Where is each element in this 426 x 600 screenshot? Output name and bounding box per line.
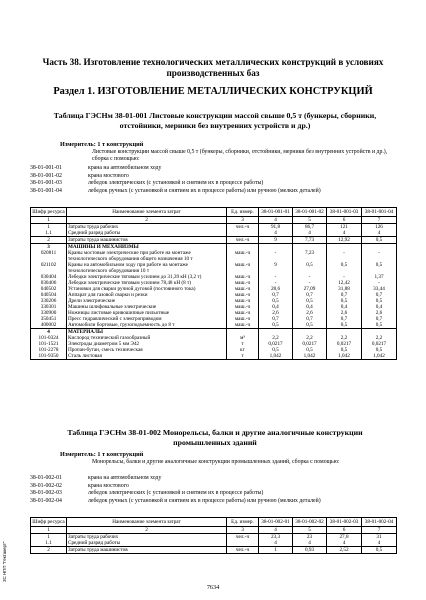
cell-value: -: [362, 280, 397, 286]
cell-unit: маш.-ч: [227, 310, 259, 316]
cell-code: 330900: [31, 310, 67, 316]
cell-value: 0,5: [259, 298, 293, 304]
cell-value: 0,5: [327, 347, 362, 353]
col-header-c2: 38-01-001-02: [293, 208, 327, 217]
cell-name: Электроды диаметром 5 мм Э42: [67, 341, 227, 347]
cell-name: Краны на автомобильном ходу при работе на монтаже технологического оборудования 10 т: [67, 262, 227, 274]
cell-value: 27,09: [293, 286, 327, 292]
cell-code: 330301: [31, 304, 67, 310]
cell-unit: маш.-ч: [227, 262, 259, 274]
cell-value: 1,37: [362, 274, 397, 280]
cell-value: 4: [362, 540, 397, 547]
cell-code: 2: [31, 237, 67, 244]
cell-code: 1.1: [31, 230, 67, 237]
cell-value: 1,042: [327, 353, 362, 360]
cell-value: 0,7: [327, 292, 362, 298]
column-number: 5: [293, 527, 327, 534]
cell-code: 030406: [31, 280, 67, 286]
code-list-item: 38-01-001-03 лебедок электрических (с установкой и снятием их в процессе работы): [30, 180, 264, 187]
cell-name: Лебедки электрические тяговым усилием до 31,39 кН (3,2 т): [67, 274, 227, 280]
table-row: [31, 547, 397, 554]
cell-code: 1: [31, 534, 67, 541]
cell-code: 020811: [31, 250, 67, 262]
table-row: [31, 237, 397, 244]
cell-value: 2,52: [327, 547, 362, 554]
cell-value: 86,7: [293, 224, 327, 231]
cell-name: МАТЕРИАЛЫ: [67, 329, 227, 336]
column-number: 5: [293, 217, 327, 224]
cell-value: 1: [259, 547, 293, 554]
cell-value: 0,0217: [362, 341, 397, 347]
cell-name: Машины шлифовальные электрические: [67, 304, 227, 310]
cell-code: 1.1: [31, 540, 67, 547]
cell-value: -: [362, 250, 397, 262]
cell-value: 0,7: [293, 292, 327, 298]
cell-code: 4: [31, 329, 67, 336]
cell-value: 1,042: [293, 353, 327, 360]
cell-value: 23,3: [259, 534, 293, 541]
column-number: 4: [259, 527, 293, 534]
column-number: 3: [227, 527, 259, 534]
cell-value: 0,0217: [327, 341, 362, 347]
cell-unit: маш.-ч: [227, 304, 259, 310]
cell-value: 0,5: [327, 262, 362, 274]
table-row: [31, 353, 397, 360]
cell-value: -: [259, 280, 293, 286]
cell-unit: чел.-ч: [227, 224, 259, 231]
cell-name: Сталь листовая: [67, 353, 227, 360]
column-number: 2: [67, 217, 227, 224]
cell-code: 330206: [31, 298, 67, 304]
cell-name: Кислород технический газообразный: [67, 335, 227, 341]
column-number-row: [31, 527, 397, 534]
cell-value: 2,6: [259, 310, 293, 316]
cell-value: 0,7: [327, 316, 362, 322]
cell-code: 021102: [31, 262, 67, 274]
side-watermark-text: ЗС НПП "Гектакерт": [2, 541, 7, 582]
cell-code: 040502: [31, 286, 67, 292]
cell-unit: чел.-ч: [227, 237, 259, 244]
cell-unit: маш.-ч: [227, 316, 259, 322]
column-number: 1: [31, 217, 67, 224]
cell-value: 0,93: [293, 547, 327, 554]
cell-value: 0,0217: [259, 341, 293, 347]
cell-value: 7,73: [293, 237, 327, 244]
code-list-item: 38-01-002-04 лебедок ручных (с установкой и снятием их в процессе работы) или ручною (мелких деталей): [30, 497, 321, 504]
cell-value: 4: [327, 230, 362, 237]
code-list-item: 38-01-001-01 крана на автомобильном ходу: [30, 165, 162, 171]
col-header-name: Наименование элемента затрат: [67, 208, 227, 217]
cell-unit: маш.-ч: [227, 286, 259, 292]
col-header-c3: 38-01-001-03: [327, 208, 362, 217]
cell-value: 0,5: [259, 322, 293, 329]
table1-description: Листовые конструкции массой свыше 0,5 т (бункеры, сборники, отстойники, мерники без внутренних устройств и др.), сборка с помощью:: [92, 149, 388, 162]
cell-value: 0,7: [259, 292, 293, 298]
cell-value: 0,7: [293, 316, 327, 322]
cell-name: Дрели электрические: [67, 298, 227, 304]
column-number: 3: [227, 217, 259, 224]
table1: [30, 207, 397, 360]
cell-code: 400002: [31, 322, 67, 329]
table2-measure: Измеритель: 1 т конструкций: [60, 451, 144, 458]
cell-value: 4: [259, 540, 293, 547]
cell-value: 0,0217: [293, 341, 327, 347]
cell-value: 2,2: [362, 335, 397, 341]
table-header-row: [31, 518, 397, 527]
col-header-c4: 38-01-001-04: [362, 208, 397, 217]
cell-value: -: [259, 250, 293, 262]
cell-unit: маш.-ч: [227, 280, 259, 286]
cell-value: 91,8: [259, 224, 293, 231]
cell-value: -: [293, 274, 327, 280]
column-number: 2: [67, 527, 227, 534]
cell-unit: кг: [227, 347, 259, 353]
cell-value: 9: [259, 262, 293, 274]
cell-name: Аппарат для газовой сварки и резки: [67, 292, 227, 298]
cell-value: 126: [362, 224, 397, 231]
cell-value: 2,2: [327, 335, 362, 341]
cell-value: 4: [362, 230, 397, 237]
cell-unit: маш.-ч: [227, 298, 259, 304]
table2-body: [31, 527, 397, 554]
column-number: 6: [327, 217, 362, 224]
cell-value: 0,4: [293, 304, 327, 310]
cell-value: 4: [293, 230, 327, 237]
cell-value: 27,8: [327, 534, 362, 541]
cell-name: Автомобили бортовые, грузоподъемность до 8 т: [67, 322, 227, 329]
cell-name: Лебедки электрические тяговым усилием 78,48 кН (8 т): [67, 280, 227, 286]
cell-value: 23: [293, 534, 327, 541]
col-header-d1: 38-01-002-01: [259, 518, 293, 527]
cell-value: 0,5: [362, 547, 397, 554]
cell-value: -: [259, 274, 293, 280]
cell-name: Затраты труда рабочих: [67, 224, 227, 231]
cell-value: 2,6: [327, 310, 362, 316]
cell-code: 040504: [31, 292, 67, 298]
cell-name: Установки для сварки ручной дуговой (постоянного тока): [67, 286, 227, 292]
cell-name: Средний разряд работы: [67, 540, 227, 547]
col-header-code: Шифр ресурса: [32, 209, 65, 215]
cell-value: 2,2: [293, 335, 327, 341]
cell-value: 12,42: [327, 280, 362, 286]
code-list-item: 38-01-002-02 крана мостового: [30, 482, 129, 489]
col-header-unit: Ед. измер.: [227, 208, 259, 217]
cell-value: 0,5: [362, 262, 397, 274]
cell-name: Средний разряд работы: [67, 230, 227, 237]
table2-description: Монорельсы, балки и другие аналогичные конструкции промышленных зданий, сборка с помощью:: [92, 459, 340, 465]
col-header-d4: 38-01-002-04: [362, 518, 397, 527]
col-header-code: Шифр ресурса: [32, 519, 65, 525]
cell-code: 101-1521: [31, 341, 67, 347]
cell-value: 7,23: [293, 250, 327, 262]
table2-title: Таблица ГЭСНм 38-01-002 Монорельсы, балки и другие аналогичные конструкции промышленных зданий: [67, 428, 363, 447]
cell-unit: т: [227, 341, 259, 347]
code-list-item: 38-01-002-03 лебедок электрических (с установкой и снятием их в процессе работы): [30, 490, 264, 497]
code-list-item: 38-01-002-01 крана на автомобильном ходу: [30, 475, 162, 481]
cell-value: 2,6: [362, 310, 397, 316]
table-row: [31, 262, 397, 274]
col-header-name: Наименование элемента затрат: [67, 518, 227, 527]
cell-value: 0,5: [327, 298, 362, 304]
cell-name: Краны мостовые электрические при работе на монтаже технологического оборудования общего назначения 10 т: [67, 250, 227, 262]
table1-body: [31, 217, 397, 360]
cell-value: 0,4: [362, 304, 397, 310]
cell-unit: маш.-ч: [227, 250, 259, 262]
table1-measure: Измеритель: 1 т конструкций: [60, 141, 144, 148]
cell-code: 350451: [31, 316, 67, 322]
cell-unit: маш.-ч: [227, 322, 259, 329]
cell-value: 0,5: [293, 322, 327, 329]
cell-name: МАШИНЫ И МЕХАНИЗМЫ: [67, 244, 227, 251]
table1-title: Таблица ГЭСНм 38-01-001 Листовые конструкции массой свыше 0,5 т (бункеры, сборники, отстойники, мерники без внутренних устройств и др.): [53, 111, 377, 130]
cell-value: 4: [259, 230, 293, 237]
cell-value: 12,92: [327, 237, 362, 244]
col-header-d2: 38-01-002-02: [293, 518, 327, 527]
cell-value: -: [327, 274, 362, 280]
cell-value: 0,5: [259, 347, 293, 353]
cell-value: 0,5: [293, 298, 327, 304]
table1-code-list: [30, 165, 390, 195]
cell-value: 121: [327, 224, 362, 231]
cell-value: -: [327, 250, 362, 262]
cell-value: 4: [327, 540, 362, 547]
cell-value: 31,88: [327, 286, 362, 292]
cell-value: 0,7: [259, 316, 293, 322]
cell-value: 2,6: [293, 310, 327, 316]
table-row: [31, 250, 397, 262]
col-header-c1: 38-01-001-01: [259, 208, 293, 217]
cell-value: 33,44: [362, 286, 397, 292]
col-header-d3: 38-01-002-03: [327, 518, 362, 527]
cell-code: 3: [31, 244, 67, 251]
page-number: 7634: [206, 584, 220, 591]
cell-name: Затраты труда машинистов: [67, 237, 227, 244]
column-number: 6: [327, 527, 362, 534]
table2: [30, 517, 397, 554]
cell-code: 101-2278: [31, 347, 67, 353]
cell-unit: т: [227, 353, 259, 360]
cell-unit: маш.-ч: [227, 292, 259, 298]
cell-value: 0,5: [362, 322, 397, 329]
cell-unit: м³: [227, 335, 259, 341]
cell-value: 31: [362, 534, 397, 541]
cell-code: 1: [31, 224, 67, 231]
cell-value: 4: [293, 540, 327, 547]
table-header-row: [31, 208, 397, 217]
cell-name: Пропан-бутан, смесь техническая: [67, 347, 227, 353]
cell-value: 2,2: [259, 335, 293, 341]
column-number-row: [31, 217, 397, 224]
cell-code: 2: [31, 547, 67, 554]
cell-name: Ножницы листовые кривошипные пильотные: [67, 310, 227, 316]
cell-value: 0,5: [293, 347, 327, 353]
cell-value: 9: [259, 237, 293, 244]
col-header-unit: Ед. измер.: [227, 518, 259, 527]
cell-value: 1,042: [362, 353, 397, 360]
code-list-item: 38-01-001-02 крана мостового: [30, 172, 129, 179]
code-list-item: 38-01-001-04 лебедок ручных (с установкой и снятием их в процессе работы) или ручною (мелких деталей): [30, 187, 321, 194]
column-number: 7: [362, 527, 397, 534]
cell-value: -: [293, 280, 327, 286]
cell-value: 0,5: [327, 322, 362, 329]
cell-value: 0,5: [362, 237, 397, 244]
cell-value: 0,5: [293, 262, 327, 274]
cell-value: 28,6: [259, 286, 293, 292]
cell-value: 1,042: [259, 353, 293, 360]
cell-value: 0,4: [327, 304, 362, 310]
cell-unit: маш.-ч: [227, 274, 259, 280]
cell-code: 030404: [31, 274, 67, 280]
part-title: Часть 38. Изготовление технологических металлических конструкций в условиях производственных баз: [42, 57, 384, 78]
cell-unit: чел.-ч: [227, 534, 259, 541]
column-number: 4: [259, 217, 293, 224]
table2-code-list: [30, 475, 390, 505]
cell-code: 101-9350: [31, 353, 67, 360]
cell-value: 0,7: [362, 316, 397, 322]
section-title: Раздел 1. ИЗГОТОВЛЕНИЕ МЕТАЛЛИЧЕСКИХ КОНСТРУКЦИЙ: [53, 86, 373, 97]
cell-name: Пресс гидравлический с электроприводом: [67, 316, 227, 322]
column-number: 7: [362, 217, 397, 224]
cell-unit: чел.-ч: [227, 547, 259, 554]
cell-value: 0,7: [362, 292, 397, 298]
cell-value: 0,5: [362, 347, 397, 353]
cell-code: 101-0324: [31, 335, 67, 341]
cell-name: Затраты труда машинистов: [67, 547, 227, 554]
cell-value: 0,4: [259, 304, 293, 310]
cell-value: 0,5: [362, 298, 397, 304]
cell-name: Затраты труда рабочих: [67, 534, 227, 541]
column-number: 1: [31, 527, 67, 534]
